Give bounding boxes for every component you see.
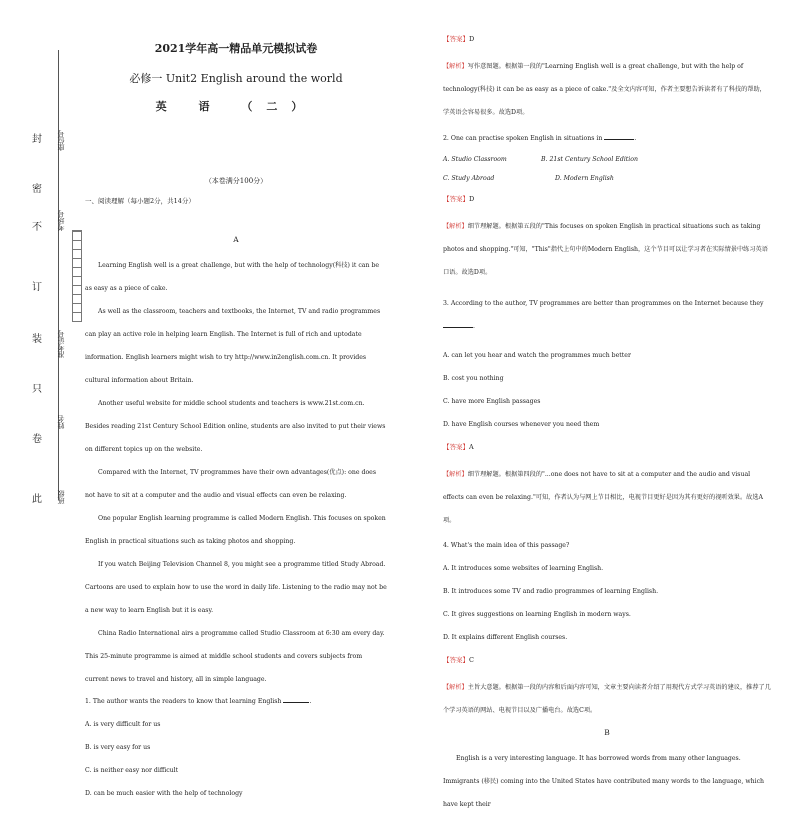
passage-paragraph: If you watch Beijing Television Channel 8, you might see a programme titled Study Abroad. Cartoons are used to explain how to use the word in daily life. Listening to the radio may not be a new way to learn English but it is easy. (85, 561, 387, 614)
answer-value: D (469, 195, 475, 203)
question-3: 3. According to the author, TV programmes are better than programmes on the Internet because they . (443, 300, 764, 330)
option-d[interactable]: D. can be much easier with the help of technology (85, 790, 243, 797)
seal-char: 此 (32, 494, 42, 505)
explanation-4 (443, 676, 771, 722)
binding-margin (30, 50, 85, 520)
explanation-text: 写作意图题。根据第一段的"Learning English well is a great challenge, but with the help of technology(科技) it can be as easy as a piece of cake."及全文内容可知，作者主要想告诉读者有了科技的帮助，学英语会容易很多。故选D项。 (443, 63, 766, 116)
id-number-grid[interactable] (72, 230, 82, 322)
explanation-2 (443, 215, 771, 284)
passage-paragraph: China Radio International airs a programme called Studio Classroom at 6:30 am every day. This 25-minute programme is aimed at middle school students and covers subjects from current news to travel and history, all in simple language. (85, 630, 385, 683)
answer-value: A (469, 443, 474, 451)
option-b[interactable]: B. It introduces some TV and radio programmes of learning English. (443, 588, 659, 595)
name-label: 姓名 (57, 415, 65, 429)
option-d[interactable]: D. Modern English (555, 175, 614, 182)
answer-tag: 【答案】 (443, 656, 469, 664)
answer-tag: 【答案】 (443, 35, 469, 43)
left-column (85, 40, 387, 811)
paper-subtitle: 必修一 Unit2 English around the world (129, 72, 343, 85)
explanation-text: 细节理解题。根据第五段的"This focuses on spoken English in practical situations such as taking photos and shopping."可知，"This"指代上句中的Modern English，这个节目可以让学习者在实际情景中练习英语口语。故选D项。 (443, 223, 768, 276)
explanation-tag: 【解析】 (443, 63, 468, 70)
passage-paragraph: Compared with the Internet, TV programmes have their own advantages(优点): one does not have to sit at a computer and the audio and visual effects can even be relaxing. (85, 469, 377, 499)
option-c[interactable]: C. is neither easy nor difficult (85, 767, 179, 774)
answer-3 (443, 442, 771, 451)
passage-a-label: A (233, 235, 239, 244)
option-d[interactable]: D. It explains different English courses. (443, 634, 568, 641)
question-stem: 3. According to the author, TV programmes are better than programmes on the Internet because they (443, 300, 764, 307)
option-d[interactable]: D. have English courses whenever you need them (443, 421, 600, 428)
answer-blank[interactable] (443, 320, 473, 328)
answer-1 (443, 34, 771, 43)
seat-number-label: 座位号 (57, 130, 65, 151)
option-c[interactable]: C. It gives suggestions on learning English in modern ways. (443, 611, 631, 618)
passage-paragraph: Learning English well is a great challenge, but with the help of technology(科技) it can be as easy as a piece of cake. (85, 262, 380, 292)
option-b[interactable]: B. cost you nothing (443, 375, 504, 382)
option-a[interactable]: A. is very difficult for us (85, 721, 161, 728)
explanation-tag: 【解析】 (443, 223, 468, 230)
seal-char: 封 (32, 134, 42, 145)
seal-char: 只 (32, 384, 42, 395)
answer-4 (443, 655, 771, 664)
right-column (443, 34, 771, 816)
seal-char: 订 (32, 282, 42, 293)
option-c[interactable]: C. have more English passages (443, 398, 541, 405)
passage-paragraph: One popular English learning programme is called Modern English. This focuses on spoken English in practical situations such as taking photos and shopping. (85, 515, 386, 545)
options-row (443, 175, 771, 182)
option-a[interactable]: A. can let you hear and watch the programmes much better (443, 352, 631, 359)
question-4: 4. What's the main idea of this passage? (443, 542, 570, 549)
seal-char: 不 (32, 222, 42, 233)
explanation-1 (443, 55, 771, 124)
explanation-3 (443, 463, 771, 532)
passage-paragraph: As well as the classroom, teachers and textbooks, the Internet, TV and radio programmes can play an active role in helping learn English. The Internet is full of rich and uptodate information. English learners might wish to try http://www.in2english.com.cn. It provides cultural information about Britain. (85, 308, 381, 384)
answer-blank[interactable] (283, 695, 309, 703)
passage-b-paragraph: English is a very interesting language. It has borrowed words from many other languages. Immigrants (移民) coming into the United States have contributed many words to the language, which have kept their (443, 755, 765, 808)
paper-title: 2021学年高一精品单元模拟试卷 (154, 42, 318, 55)
seal-char: 装 (32, 334, 42, 345)
explanation-tag: 【解析】 (443, 471, 468, 478)
question-1: 1. The author wants the readers to know that learning English . (85, 695, 387, 707)
answer-2 (443, 194, 771, 203)
options-row (443, 156, 771, 163)
explanation-tag: 【解析】 (443, 684, 468, 691)
explanation-text: 主旨大意题。根据第一段的内容和后面内容可知，文章主要向读者介绍了用现代方式学习英语的建议，推荐了几个学习英语的网站、电视节目以及广播电台。故选C项。 (443, 684, 771, 714)
exam-room-label: 考场号 (57, 210, 65, 231)
answer-tag: 【答案】 (443, 195, 469, 203)
option-a[interactable]: A. It introduces some websites of learning English. (443, 565, 604, 572)
seal-char: 卷 (32, 434, 42, 445)
passage-paragraph: Another useful website for middle school students and teachers is www.21st.com.cn. Besides reading 21st Century School Edition online, students are also invited to put their views on different topics up on the website. (85, 400, 386, 453)
question-stem: 2. One can practise spoken English in situations in (443, 135, 603, 142)
score-note: （本卷满分100分） (204, 177, 268, 185)
seal-char: 密 (32, 184, 42, 195)
option-b[interactable]: B. is very easy for us (85, 744, 151, 751)
section-heading: 一、阅读理解（每小题2分，共14分） (85, 197, 195, 205)
seal-line (58, 50, 59, 500)
answer-blank[interactable] (604, 132, 634, 140)
answer-tag: 【答案】 (443, 443, 469, 451)
admission-ticket-label: 准考证号 (57, 330, 65, 358)
question-2: 2. One can practise spoken English in situations in . (443, 132, 771, 144)
explanation-text: 细节理解题。根据第四段的"...one does not have to sit at a computer and the audio and visual effects can even be relaxing."可知，作者认为与网上节目相比，电视节目更好是因为其有更好的视听效果。故选A项。 (443, 471, 764, 524)
answer-value: C (469, 656, 474, 664)
question-stem: 1. The author wants the readers to know that learning English (85, 698, 282, 705)
class-label: 班级 (57, 490, 65, 504)
option-a[interactable]: A. Studio Classroom (443, 156, 507, 163)
answer-value: D (469, 35, 475, 43)
passage-b-label: B (604, 728, 610, 737)
option-c[interactable]: C. Study Abroad (443, 175, 495, 182)
subject-title: 英 语 （二） (155, 100, 317, 113)
option-b[interactable]: B. 21st Century School Edition (541, 156, 638, 163)
